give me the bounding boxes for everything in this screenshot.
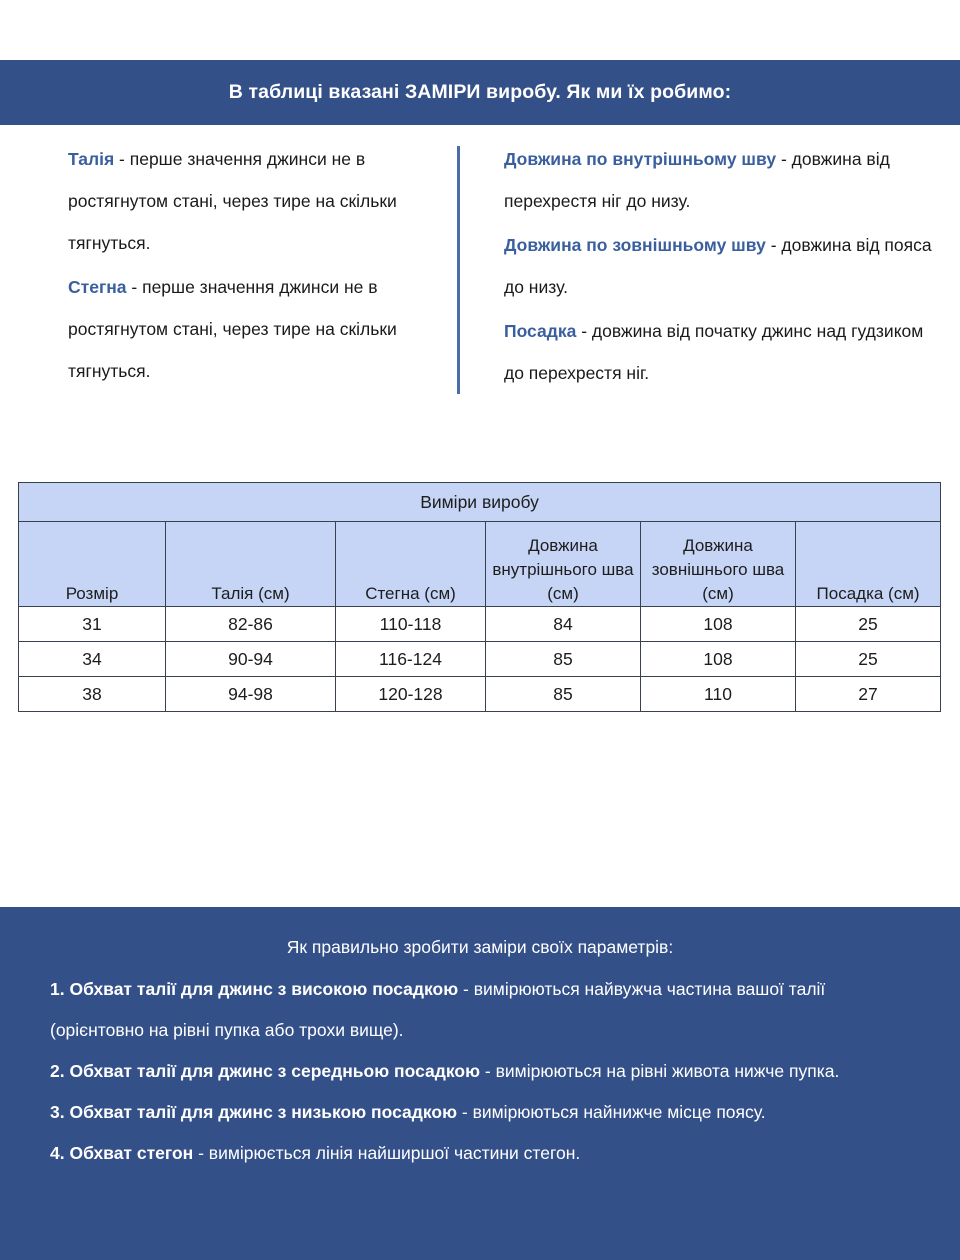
cell-size: 31 [19, 607, 166, 642]
column-header-rise: Посадка (см) [796, 522, 941, 607]
table-title-row [19, 483, 941, 522]
cell-waist: 94-98 [166, 677, 336, 712]
definition-text-outseam: - довжина від пояса до низу. [504, 235, 937, 297]
table-row [19, 607, 941, 642]
definition-term-rise: Посадка [504, 321, 577, 341]
cell-outseam: 108 [641, 607, 796, 642]
table-row [19, 677, 941, 712]
instruction-item-4 [50, 1133, 910, 1174]
instruction-text-1: - вимірюються найвужча частина вашої талії (орієнтовно на рівні пупка або трохи вище). [50, 979, 831, 1040]
instructions-panel [0, 907, 960, 1260]
instruction-text-4: - вимірюється лінія найширшої частини стегон. [193, 1143, 581, 1163]
instructions-heading: Як правильно зробити заміри своїх параметрів: [286, 937, 674, 957]
cell-inseam: 84 [486, 607, 641, 642]
instruction-lead-4: 4. Обхват стегон [50, 1143, 194, 1163]
definition-text-rise: - довжина від початку джинс над гудзиком до перехрестя ніг. [504, 321, 929, 383]
column-header-inseam: Довжина внутрішнього шва (см) [486, 522, 641, 607]
definition-hips [68, 266, 440, 392]
cell-waist: 82-86 [166, 607, 336, 642]
definition-inseam [504, 138, 934, 222]
instruction-lead-2: 2. Обхват талії для джинс з середньою посадкою [50, 1061, 481, 1081]
cell-rise: 27 [796, 677, 941, 712]
cell-outseam: 108 [641, 642, 796, 677]
definition-term-waist: Талія [68, 149, 115, 169]
definition-term-hips: Стегна [68, 277, 127, 297]
cell-rise: 25 [796, 642, 941, 677]
definition-text-hips: - перше значення джинси не в ростягнутом стані, через тире на скільки тягнуться. [68, 277, 402, 381]
definition-term-inseam: Довжина по внутрішньому шву [504, 149, 777, 169]
cell-hips: 110-118 [336, 607, 486, 642]
column-header-outseam: Довжина зовнішнього шва (см) [641, 522, 796, 607]
column-header-hips: Стегна (см) [336, 522, 486, 607]
definition-text-waist: - перше значення джинси не в ростягнутом стані, через тире на скільки тягнуться. [68, 149, 402, 253]
page-title: В таблиці вказані ЗАМІРИ виробу. Як ми їх робимо: [228, 81, 732, 103]
table-title: Виміри виробу [19, 483, 941, 522]
table-row [19, 642, 941, 677]
column-header-size: Розмір [19, 522, 166, 607]
table-header-row [19, 522, 941, 607]
cell-outseam: 110 [641, 677, 796, 712]
cell-hips: 116-124 [336, 642, 486, 677]
definition-outseam [504, 224, 937, 308]
cell-size: 38 [19, 677, 166, 712]
cell-waist: 90-94 [166, 642, 336, 677]
definition-rise [504, 310, 934, 394]
column-header-waist: Талія (см) [166, 522, 336, 607]
cell-rise: 25 [796, 607, 941, 642]
instruction-item-1 [50, 969, 910, 1051]
definitions-column-left [68, 138, 440, 394]
definition-text-inseam: - довжина від перехрестя ніг до низу. [504, 149, 895, 211]
instruction-text-2: - вимірюються на рівні живота нижче пупка. [480, 1061, 840, 1081]
cell-inseam: 85 [486, 642, 641, 677]
size-table-wrapper [18, 482, 940, 712]
definition-waist [68, 138, 440, 264]
definitions-column-right [504, 138, 937, 396]
definitions-section [0, 138, 960, 400]
instruction-lead-3: 3. Обхват талії для джинс з низькою посадкою [50, 1102, 458, 1122]
instruction-lead-1: 1. Обхват талії для джинс з високою посадкою [50, 979, 459, 999]
cell-inseam: 85 [486, 677, 641, 712]
column-divider [457, 146, 460, 394]
instruction-text-3: - вимірюються найнижче місце поясу. [457, 1102, 766, 1122]
instruction-item-2 [50, 1051, 910, 1092]
size-table [18, 482, 941, 712]
cell-size: 34 [19, 642, 166, 677]
cell-hips: 120-128 [336, 677, 486, 712]
top-header-banner [0, 60, 960, 125]
definition-term-outseam: Довжина по зовнішньому шву [504, 235, 766, 255]
instruction-item-3 [50, 1092, 910, 1133]
